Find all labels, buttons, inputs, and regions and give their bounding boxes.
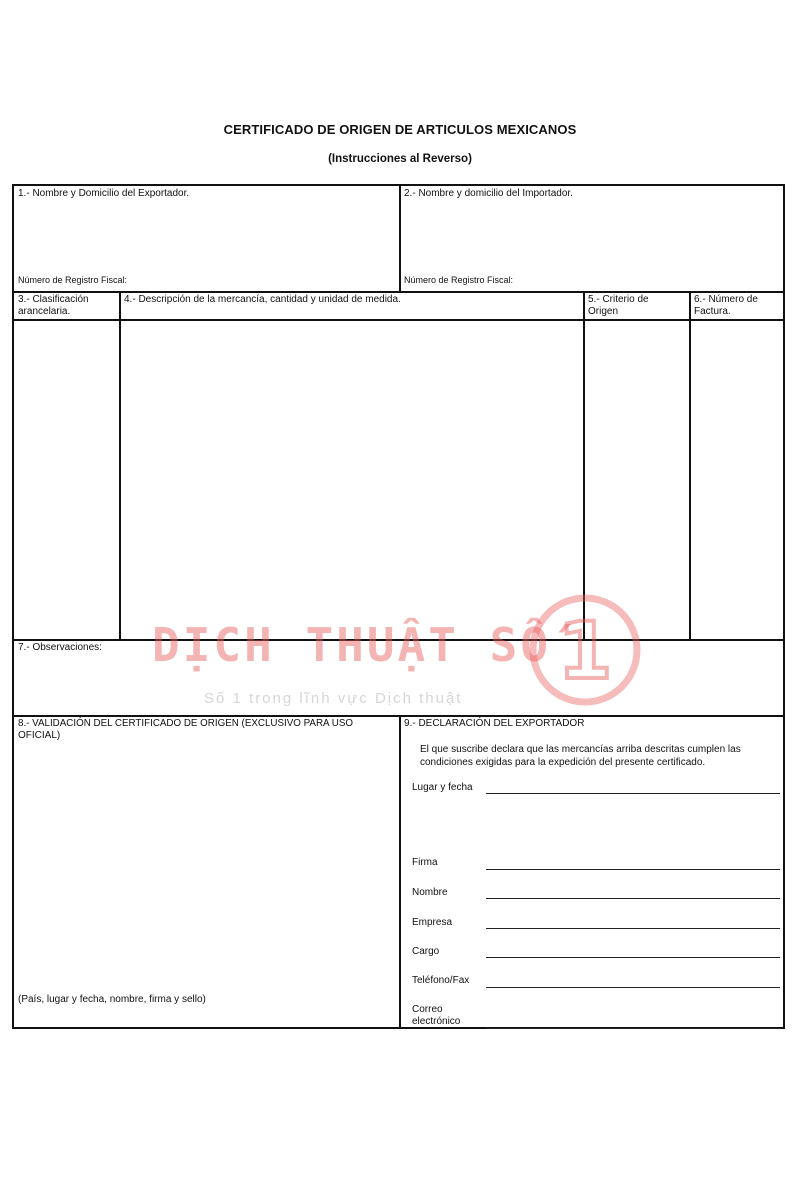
watermark-tagline: Số 1 trong lĩnh vực Dịch thuật	[204, 690, 463, 707]
name-line[interactable]	[486, 898, 780, 899]
company-line[interactable]	[486, 928, 780, 929]
company-label: Empresa	[412, 917, 453, 928]
invoice-label-line1: 6.- Número de	[694, 294, 758, 305]
place-date-label: Lugar y fecha	[412, 782, 473, 793]
place-date-line[interactable]	[486, 793, 780, 794]
origin-label-line2: Origen	[588, 306, 619, 317]
col-divider-5-6	[689, 292, 691, 640]
row-divider-2	[14, 319, 783, 321]
col-divider-3-4	[119, 292, 121, 640]
origin-criterion-label	[588, 294, 649, 318]
page-subtitle: (Instrucciones al Reverso)	[328, 153, 472, 165]
name-label: Nombre	[412, 887, 448, 898]
watermark-logo-icon	[525, 590, 645, 710]
origin-label-line1: 5.- Criterio de	[588, 294, 649, 305]
signature-line[interactable]	[486, 869, 780, 870]
page-title: CERTIFICADO DE ORIGEN DE ARTICULOS MEXICANOS	[223, 122, 577, 137]
email-label-line2: electrónico	[412, 1016, 461, 1027]
email-label	[412, 1004, 460, 1028]
tariff-label-line2: arancelaria.	[18, 306, 71, 317]
declaration-line2: condiciones exigidas para la expedición del presente certificado.	[420, 757, 706, 768]
tariff-label-line1: 3.- Clasificación	[18, 294, 89, 305]
email-label-line1: Correo	[412, 1004, 443, 1015]
signature-label: Firma	[412, 857, 438, 868]
tariff-classification-label	[18, 294, 89, 318]
validation-label-line1: 8.- VALIDACIÓN DEL CERTIFICADO DE ORIGEN (EXCLUSIVO PARA USO	[18, 718, 353, 729]
importer-tax-id-label: Número de Registro Fiscal:	[404, 275, 514, 285]
declaration-line1: El que suscribe declara que las mercancías arriba descritas cumplen las	[420, 744, 741, 755]
watermark-logo-numeral: 1	[557, 607, 613, 697]
watermark-brand: DỊCH THUẬT SỐ	[152, 618, 552, 672]
invoice-number-label	[694, 294, 758, 318]
exporter-declaration-label: 9.- DECLARACIÓN DEL EXPORTADOR	[404, 718, 585, 729]
goods-description-label: 4.- Descripción de la mercancía, cantidad y unidad de medida.	[124, 294, 401, 305]
col-divider-top	[399, 186, 401, 292]
exporter-tax-id-label: Número de Registro Fiscal:	[18, 275, 128, 285]
position-label: Cargo	[412, 946, 440, 957]
position-line[interactable]	[486, 957, 780, 958]
declaration-text	[420, 743, 741, 769]
phone-fax-label: Teléfono/Fax	[412, 975, 470, 986]
certificate-form	[12, 184, 785, 1029]
importer-label: 2.- Nombre y domicilio del Importador.	[404, 188, 573, 199]
observations-label: 7.- Observaciones:	[18, 642, 102, 653]
col-divider-4-5	[583, 292, 585, 640]
validation-label-line2: OFICIAL)	[18, 730, 61, 741]
exporter-label: 1.- Nombre y Domicilio del Exportador.	[18, 188, 190, 199]
validation-footer: (País, lugar y fecha, nombre, firma y sello)	[18, 994, 206, 1005]
email-line[interactable]	[486, 1028, 780, 1029]
validation-label	[18, 718, 396, 742]
phone-fax-line[interactable]	[486, 987, 780, 988]
invoice-label-line2: Factura.	[694, 306, 731, 317]
col-divider-bottom	[399, 716, 401, 1029]
